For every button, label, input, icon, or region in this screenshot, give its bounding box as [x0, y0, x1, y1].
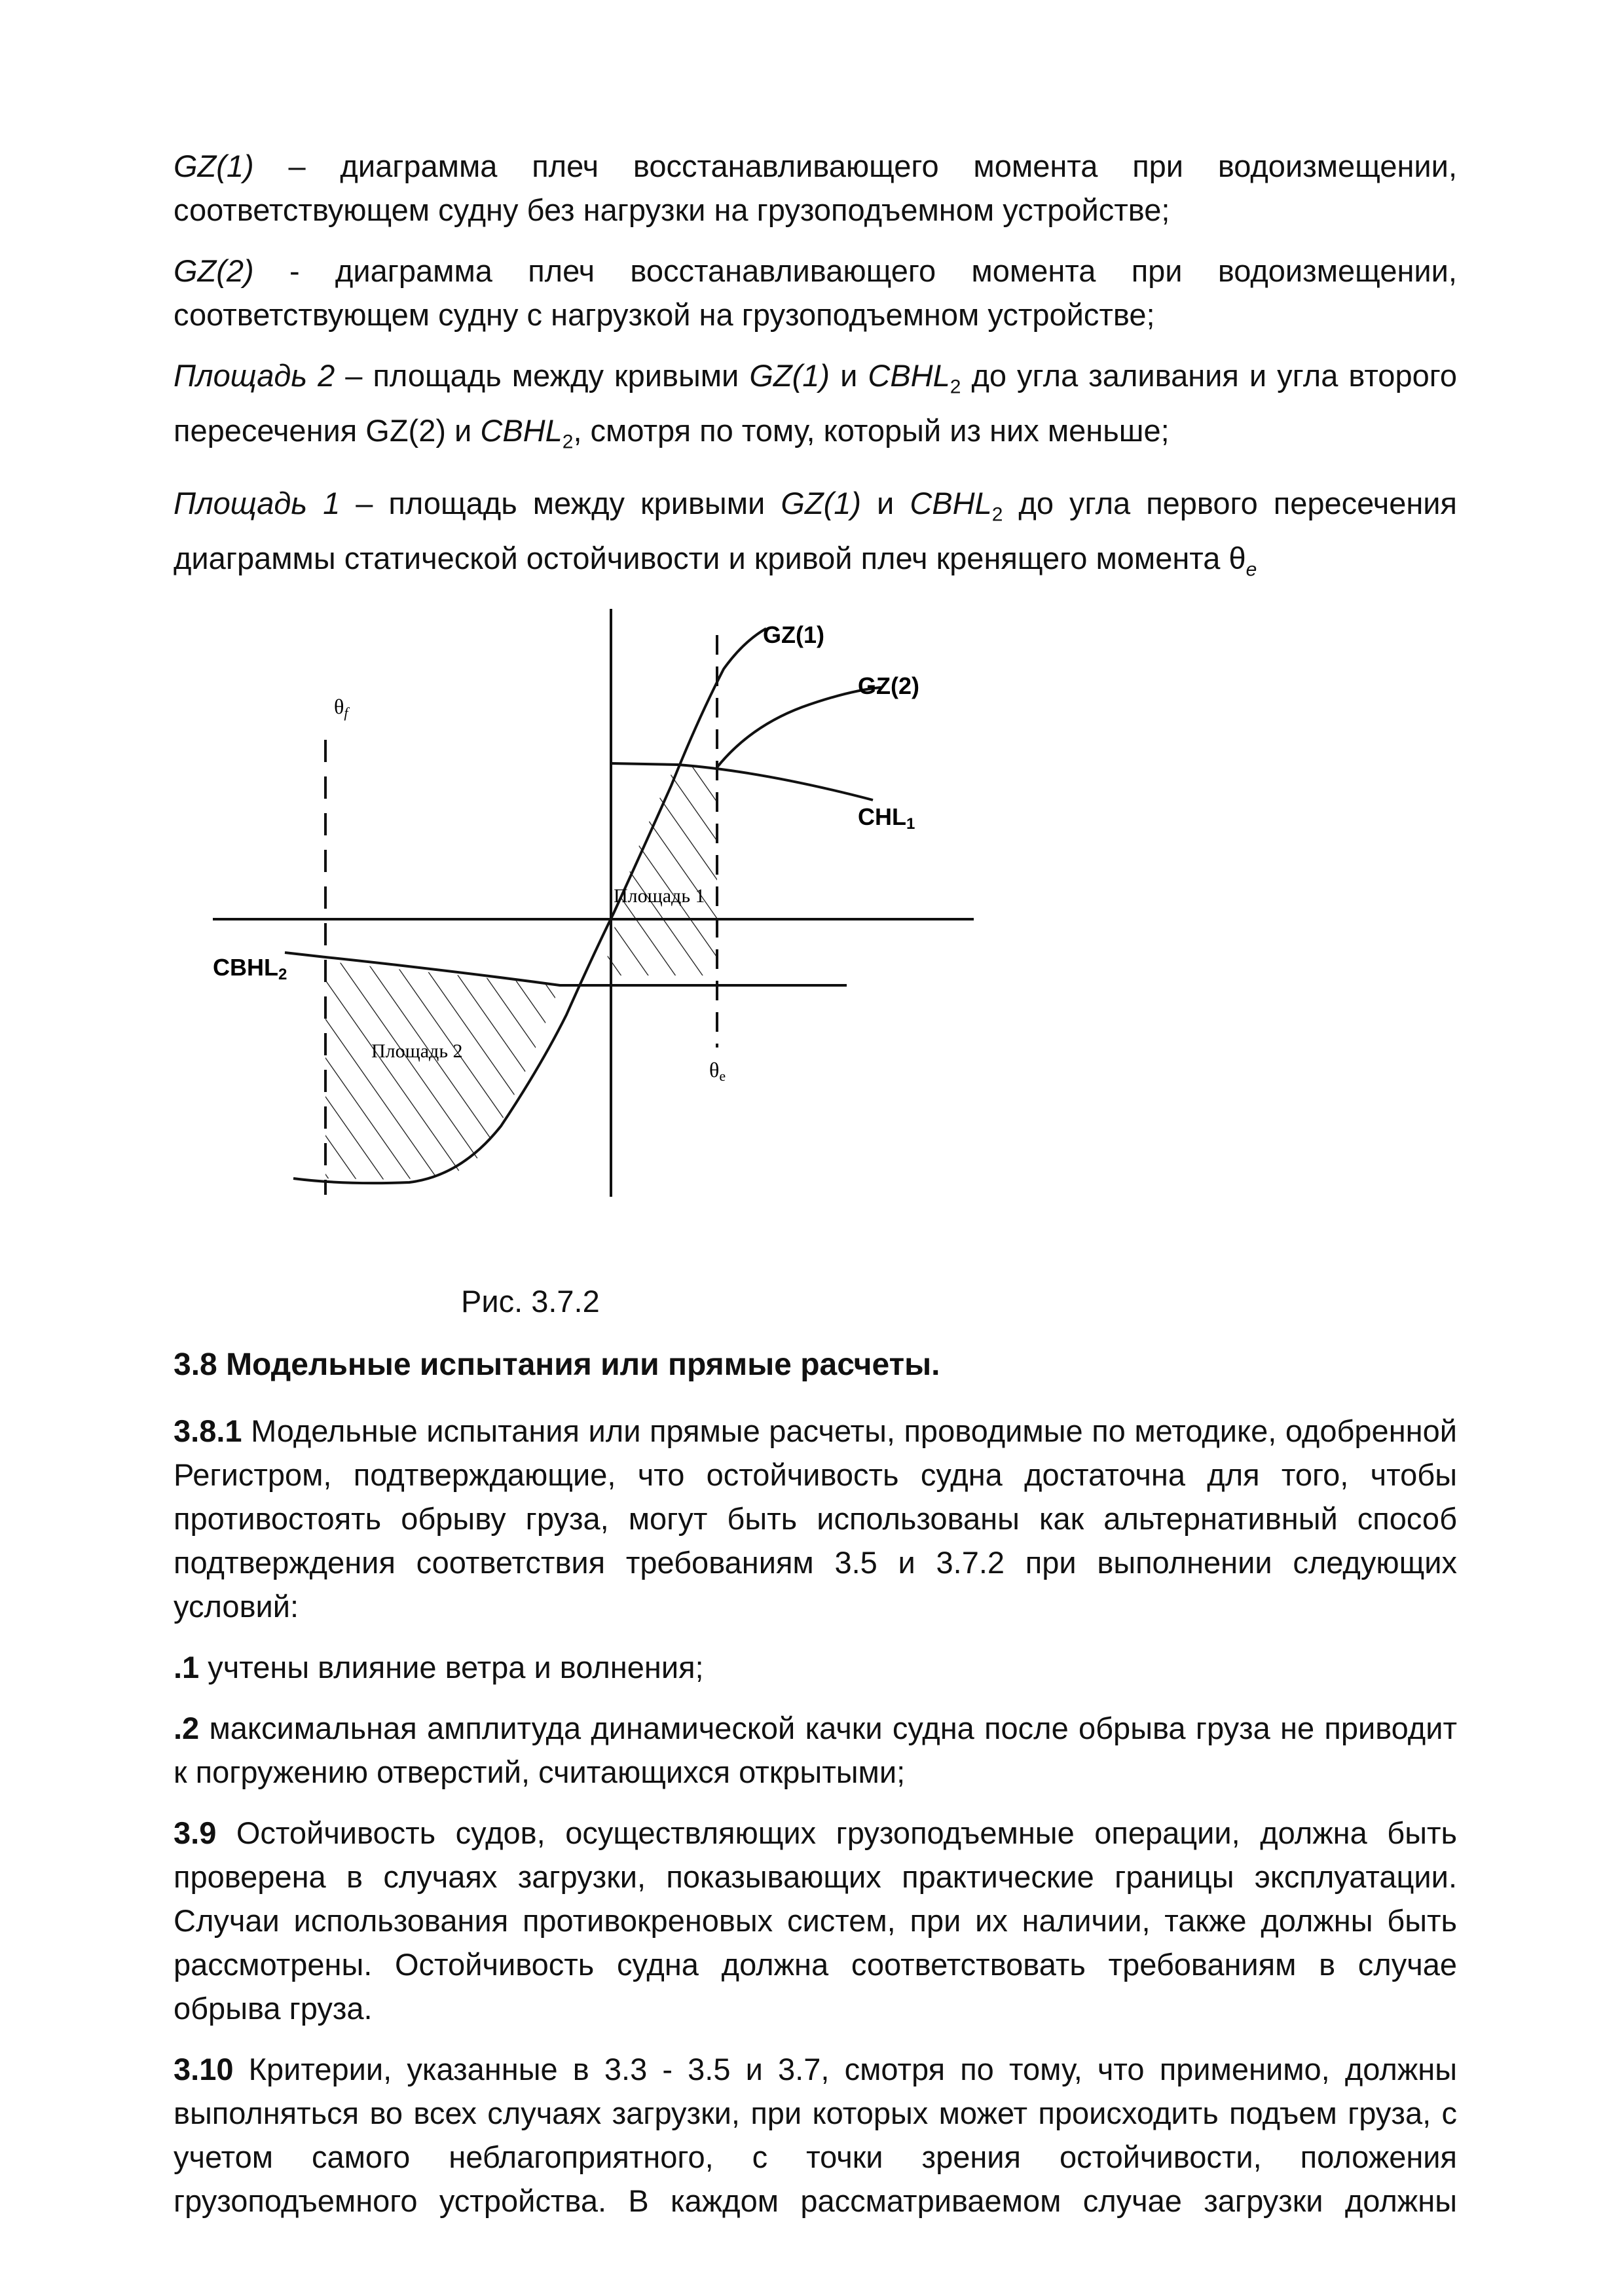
definition-text: диаграмма плеч восстанавливающего момента при водоизмещении, соответствующем судну без нагрузки на грузоподъемном устройстве;	[174, 149, 1457, 227]
stability-diagram-svg	[174, 609, 1457, 1270]
section-heading: 3.8 Модельные испытания или прямые расчеты.	[174, 1347, 940, 1382]
gz1-label: GZ(1)	[763, 621, 824, 648]
term-area1: Площадь 1	[174, 485, 341, 520]
paragraph-number: 3.10	[174, 2051, 234, 2086]
paragraph-3-8-1	[174, 1409, 1457, 1628]
term-gz1: GZ(1)	[174, 149, 254, 183]
paragraph-item-2	[174, 1706, 1457, 1794]
definition-area2: Площадь 2 – площадь между кривыми GZ(1) и $CBHL_2$ до угла заливания и угла второго пересечения GZ(2) и $CBHL_2$, смотря по тому, который из них меньше;	[174, 358, 1457, 453]
definition-text: диаграмма плеч восстанавливающего момента при водоизмещении, соответствующем судну с нагрузкой на грузоподъемном устройстве;	[174, 253, 1457, 332]
figure-caption: Рис. 3.7.2	[461, 1283, 600, 1319]
paragraph-text: максимальная амплитуда динамической качки судна после обрыва груза не приводит к погружению отверстий, считающихся открытыми;	[174, 1710, 1457, 1789]
area1-label: Площадь 1	[614, 884, 705, 907]
term-gz2: GZ(2)	[174, 253, 254, 288]
paragraph-3-9	[174, 1811, 1457, 2030]
chl1-label: CHL1	[858, 803, 915, 833]
definition-area1: Площадь 1 – площадь между кривыми GZ(1) и $CBHL_2$ до угла первого пересечения диаграммы статической остойчивости и кривой плеч кренящего момента $\theta_e$	[174, 485, 1458, 581]
paragraph-text: учтены влияние ветра и волнения;	[199, 1649, 704, 1685]
theta-e-label: θe	[709, 1057, 726, 1084]
document-page	[174, 144, 1457, 2240]
term-area2: Площадь 2	[174, 358, 335, 393]
chl1-curve	[611, 763, 873, 800]
gz2-curve	[717, 687, 881, 767]
stability-diagram	[174, 609, 1457, 1270]
paragraph-text: Остойчивость судов, осуществляющих грузоподъемные операции, должна быть проверена в случаях загрузки, показывающих практические границы эксплуатации. Случаи использования противокреновых систем, при их наличии, также должны быть рассмотрены. Остойчивость судна должна соответствовать требованиям в случае обрыва груза.	[174, 1815, 1457, 2026]
gz2-label: GZ(2)	[858, 672, 919, 699]
paragraph-item-1	[174, 1645, 1457, 1689]
paragraph-number: .2	[174, 1710, 200, 1745]
area2-label: Площадь 2	[371, 1040, 463, 1062]
paragraph-number: 3.9	[174, 1815, 217, 1850]
definition-gz1: GZ(1) – диаграмма плеч восстанавливающего момента при водоизмещении, соответствующем судну без нагрузки на грузоподъемном устройстве;	[174, 149, 1457, 227]
theta-f-label: θf	[334, 694, 348, 721]
area1-hatch	[566, 740, 763, 1002]
paragraph-number: 3.8.1	[174, 1413, 242, 1448]
paragraph-text: Модельные испытания или прямые расчеты, проводимые по методике, одобренной Регистром, подтверждающие, что остойчивость судна достаточна для того, чтобы противостоять обрыву груза, могут быть использованы как альтернативный способ подтверждения соответствия требованиям 3.5 и 3.7.2 при выполнении следующих условий:	[174, 1413, 1457, 1624]
definition-gz2: GZ(2) - диаграмма плеч восстанавливающего момента при водоизмещении, соответствующем судну с нагрузкой на грузоподъемном устройстве;	[174, 253, 1457, 332]
cbhl2-label: CBHL2	[213, 953, 287, 983]
paragraph-number: .1	[174, 1649, 200, 1685]
paragraph-3-10	[174, 2047, 1457, 2223]
paragraph-text: Критерии, указанные в 3.3 - 3.5 и 3.7, смотря по тому, что применимо, должны выполняться во всех случаях загрузки, при которых может происходить подъем груза, с учетом самого неблагоприятного, с точки зрения остойчивости, положения грузоподъемного устройства. В каждом рассматриваемом случае загрузки должны	[174, 2051, 1457, 2218]
